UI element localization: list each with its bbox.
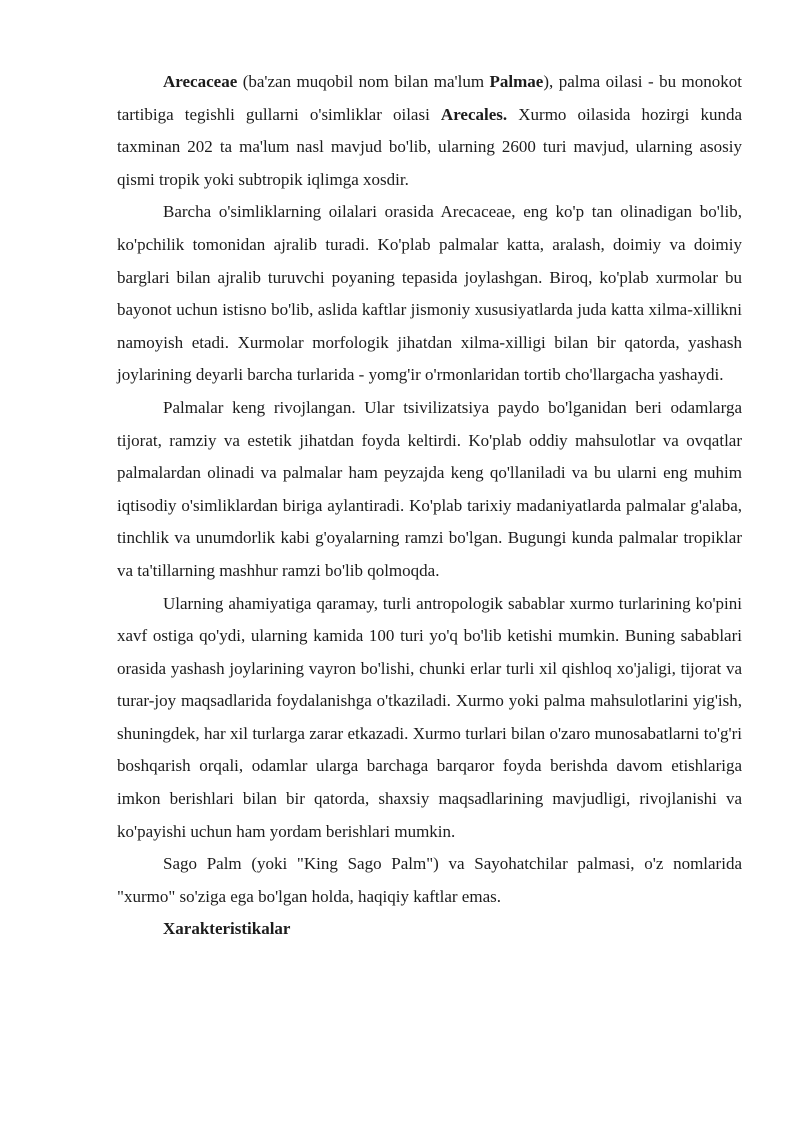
- intro-text-2: ), palma oilasi - bu monokot tartibiga tegishli gullarni o'simliklar oilasi: [117, 72, 742, 124]
- paragraph-intro: [117, 66, 742, 196]
- paragraph-development: Palmalar keng rivojlangan. Ular tsivilizatsiya paydo bo'lganidan beri odamlarga tijorat, ramziy va estetik jihatdan foyda keltirdi. Ko'plab oddiy mahsulotlar va ovqatlar palmalardan olinadi va palmalar ham peyzajda keng qo'llaniladi va bu ularni eng muhim iqtisodiy o'simliklardan biriga aylantiradi. Ko'plab tarixiy madaniyatlarda palmalar g'alaba, tinchlik va unumdorlik kabi g'oyalarning ramzi bo'lgan. Bugungi kunda palmalar tropiklar va ta'tillarning mashhur ramzi bo'lib qolmoqda.: [117, 397, 742, 580]
- term-palmae: Palmae: [489, 72, 544, 91]
- term-arecales: Arecales.: [440, 104, 508, 124]
- paragraph-threats: Ularning ahamiyatiga qaramay, turli antropologik sabablar xurmo turlarining ko'pini xavf ostiga qo'ydi, ularning kamida 100 turi yo'q bo'lib ketishi mumkin. Buning sabablari orasida yashash joylarining vayron bo'lishi, chunki erlar turli xil qishloq xo'jaligi, tijorat va turar-joy maqsadlarida foydalanishga o'tkaziladi. Xurmo yoki palma mahsulotlarini yig'ish, shuningdek, har xil turlarga zarar etkazadi. Xurmo turlari bilan o'zaro munosabatlarni to'g'ri boshqarish orqali, odamlar ularga barchaga barqaror foyda berishda davom etishlariga imkon berishlari bilan bir qatorda, shaxsiy maqsadlarining mavjudligi, rivojlanishi va ko'payishi uchun ham yordam berishlari mumkin.: [117, 593, 742, 841]
- intro-text-3: Xurmo oilasida hozirgi kunda taxminan 202 ta ma'lum nasl mavjud bo'lib, ularning 2600 turi mavjud, ularning asosiy qismi tropik yoki subtropik iqlimga xosdir.: [117, 104, 743, 189]
- paragraph-recognition: Barcha o'simliklarning oilalari orasida Arecaceae, eng ko'p tan olinadigan bo'lib, ko'pchilik tomonidan ajralib turadi. Ko'plab palmalar katta, aralash, doimiy va doimiy barglari bilan ajralib turuvchi poyaning tepasida joylashgan. Biroq, ko'plab xurmolar bu bayonot uchun istisno bo'lib, aslida kaftlar jismoniy xususiyatlarda juda katta xilma-xillikni namoyish etadi. Xurmolar morfologik jihatdan xilma-xilligi bilan bir qatorda, yashash joylarining deyarli barcha turlarida - yomg'ir o'rmonlaridan tortib cho'llargacha yashaydi.: [117, 202, 742, 385]
- section-heading-characteristics: Xarakteristikalar: [163, 919, 291, 939]
- paragraph-sago-palm: Sago Palm (yoki "King Sago Palm") va Sayohatchilar palmasi, o'z nomlarida "xurmo" so'ziga ega bo'lgan holda, haqiqiy kaftlar emas.: [117, 854, 742, 906]
- term-arecaceae: Arecaceae: [163, 72, 238, 91]
- document-page: [117, 66, 742, 946]
- intro-text-1: (ba'zan muqobil nom bilan ma'lum: [237, 72, 490, 91]
